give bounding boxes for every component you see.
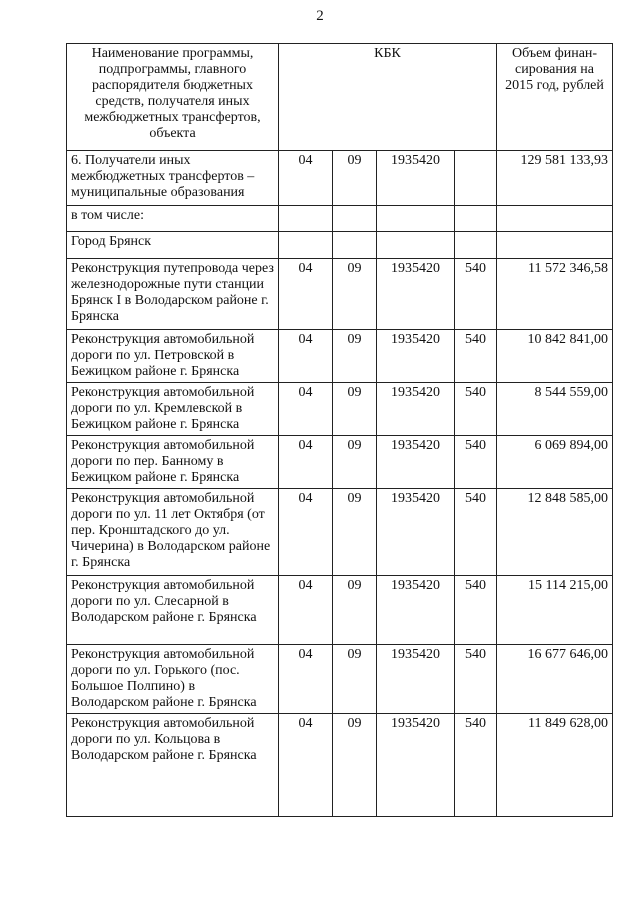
row-expense-type: [455, 151, 497, 206]
row-subsection: 09: [333, 330, 377, 383]
row-expense-type: [455, 232, 497, 259]
row-expense-type: 540: [455, 383, 497, 436]
row-subsection: 09: [333, 645, 377, 714]
table-row: [67, 151, 613, 206]
row-target: 1935420: [377, 259, 455, 330]
row-section: 04: [279, 645, 333, 714]
row-amount: [497, 232, 613, 259]
row-section: 04: [279, 383, 333, 436]
row-amount: 12 848 585,00: [497, 489, 613, 576]
row-amount: 11 849 628,00: [497, 714, 613, 817]
row-subsection: 09: [333, 576, 377, 645]
table-row: [67, 645, 613, 714]
row-name: Реконструкция автомобильной дороги по ул. Слесарной в Володарском районе г. Брянска: [67, 576, 279, 645]
row-target: 1935420: [377, 383, 455, 436]
row-name: Реконструкция автомобильной дороги по пер. Банному в Бежицком районе г. Брянска: [67, 436, 279, 489]
row-target: 1935420: [377, 714, 455, 817]
row-target: 1935420: [377, 330, 455, 383]
row-target: 1935420: [377, 436, 455, 489]
budget-table: [66, 43, 613, 817]
row-expense-type: 540: [455, 714, 497, 817]
row-expense-type: 540: [455, 576, 497, 645]
row-expense-type: [455, 206, 497, 232]
row-subsection: 09: [333, 489, 377, 576]
row-name: 6. Получатели иных межбюджетных трансфертов – муниципальные образования: [67, 151, 279, 206]
row-target: 1935420: [377, 151, 455, 206]
row-section: [279, 232, 333, 259]
row-section: [279, 206, 333, 232]
row-subsection: 09: [333, 714, 377, 817]
row-subsection: [333, 232, 377, 259]
page-number: 2: [316, 8, 324, 24]
row-amount: 129 581 133,93: [497, 151, 613, 206]
row-subsection: [333, 206, 377, 232]
table-row: [67, 383, 613, 436]
row-amount: 10 842 841,00: [497, 330, 613, 383]
row-subsection: 09: [333, 151, 377, 206]
row-section: 04: [279, 151, 333, 206]
table-row: [67, 259, 613, 330]
row-section: 04: [279, 576, 333, 645]
row-subsection: 09: [333, 436, 377, 489]
row-amount: 11 572 346,58: [497, 259, 613, 330]
row-name: в том числе:: [67, 206, 279, 232]
row-target: [377, 232, 455, 259]
row-amount: 15 114 215,00: [497, 576, 613, 645]
row-amount: 8 544 559,00: [497, 383, 613, 436]
table-row: [67, 489, 613, 576]
row-name: Реконструкция автомобильной дороги по ул. Горького (пос. Большое Полпино) в Володарском районе г. Брянска: [67, 645, 279, 714]
row-section: 04: [279, 714, 333, 817]
row-expense-type: 540: [455, 436, 497, 489]
row-target: [377, 206, 455, 232]
header-name: Наименование программы, подпрограммы, главного распорядителя бюджетных средств, получателя иных межбюджетных трансфертов, объекта: [67, 44, 279, 151]
table-row: [67, 576, 613, 645]
row-subsection: 09: [333, 259, 377, 330]
row-name: Реконструкция автомобильной дороги по ул. Петровской в Бежицком районе г. Брянска: [67, 330, 279, 383]
row-section: 04: [279, 436, 333, 489]
row-name: Реконструкция путепровода через железнодорожные пути станции Брянск I в Володарском районе г. Брянска: [67, 259, 279, 330]
row-subsection: 09: [333, 383, 377, 436]
row-target: 1935420: [377, 576, 455, 645]
row-section: 04: [279, 330, 333, 383]
header-kbk: КБК: [279, 44, 497, 151]
row-amount: 6 069 894,00: [497, 436, 613, 489]
row-name: Реконструкция автомобильной дороги по ул. Кремлевской в Бежицком районе г. Брянска: [67, 383, 279, 436]
row-name: Реконструкция автомобильной дороги по ул. 11 лет Октября (от пер. Кронштадского до ул. Чичерина) в Володарском районе г. Брянска: [67, 489, 279, 576]
row-target: 1935420: [377, 645, 455, 714]
row-amount: 16 677 646,00: [497, 645, 613, 714]
table-row: [67, 206, 613, 232]
table-row: [67, 330, 613, 383]
row-expense-type: 540: [455, 489, 497, 576]
row-section: 04: [279, 489, 333, 576]
row-target: 1935420: [377, 489, 455, 576]
row-expense-type: 540: [455, 259, 497, 330]
row-expense-type: 540: [455, 645, 497, 714]
row-expense-type: 540: [455, 330, 497, 383]
row-name: Реконструкция автомобильной дороги по ул. Кольцова в Володарском районе г. Брянска: [67, 714, 279, 817]
header-amount: Объем финан-сирования на 2015 год, рублей: [497, 44, 613, 151]
row-section: 04: [279, 259, 333, 330]
table-row: [67, 714, 613, 817]
row-name: Город Брянск: [67, 232, 279, 259]
row-amount: [497, 206, 613, 232]
table-row: [67, 436, 613, 489]
table-header-row: [67, 44, 613, 151]
table-row: [67, 232, 613, 259]
